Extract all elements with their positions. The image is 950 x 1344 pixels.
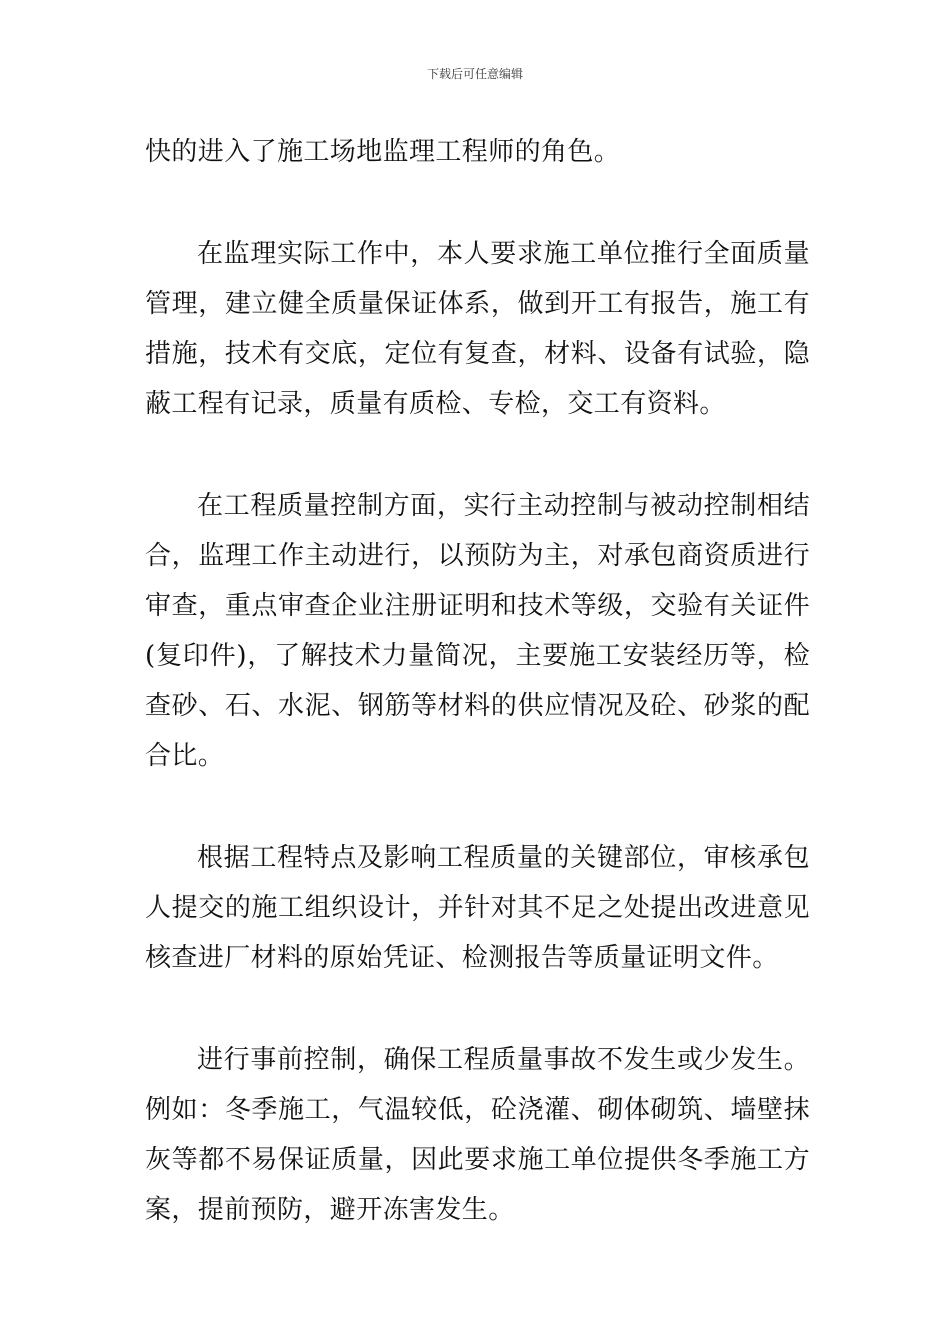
paragraph-pre-control: 进行事前控制，确保工程质量事故不发生或少发生。例如：冬季施工，气温较低，砼浇灌、砌体砌筑、墙壁抹灰等都不易保证质量，因此要求施工单位提供冬季施工方案，提前预防，避开冻害发生。 xyxy=(145,1045,810,1225)
paragraph-supervision-work: 在监理实际工作中，本人要求施工单位推行全面质量管理，建立健全质量保证体系，做到开工有报告，施工有措施，技术有交底，定位有复查，材料、设备有试验，隐蔽工程有记录，质量有质检、专检，交工有资料。 xyxy=(145,239,810,419)
document-body xyxy=(145,127,810,1287)
paragraph-construction-design-review: 根据工程特点及影响工程质量的关键部位，审核承包人提交的施工组织设计，并针对其不足之处提出改进意见核查进厂材料的原始凭证、检测报告等质量证明文件。 xyxy=(145,843,810,973)
paragraph-continuation: 快的进入了施工场地监理工程师的角色。 xyxy=(145,137,621,167)
page-header: 下载后可任意编辑 xyxy=(426,67,523,81)
paragraph-quality-control: 在工程质量控制方面，实行主动控制与被动控制相结合，监理工作主动进行，以预防为主，对承包商资质进行审查，重点审查企业注册证明和技术等级，交验有关证件(复印件)，了解技术力量简况，主要施工安装经历等，检查砂、石、水泥、钢筋等材料的供应情况及砼、砂浆的配合比。 xyxy=(145,491,810,771)
